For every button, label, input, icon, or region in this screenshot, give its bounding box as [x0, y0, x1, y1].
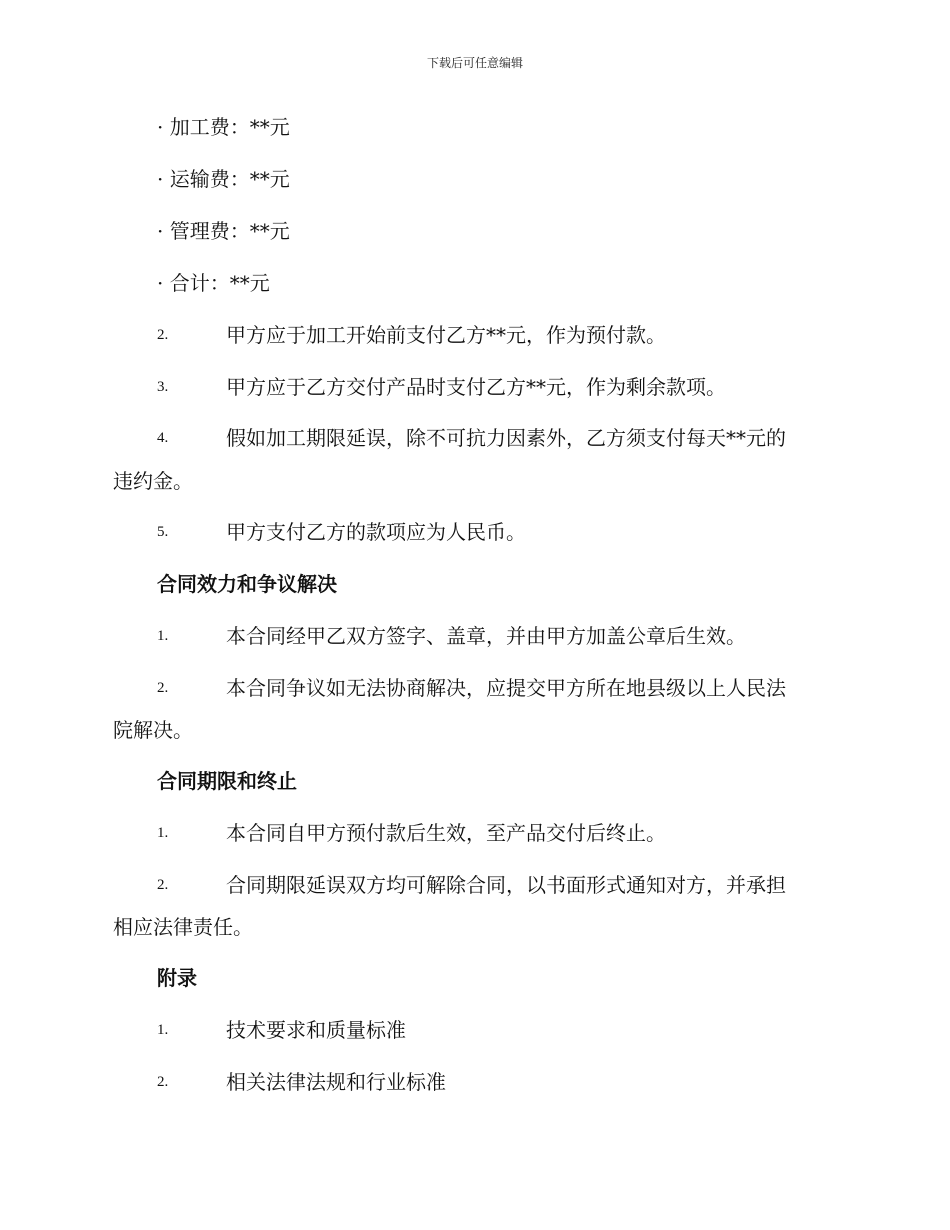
- appendix-2-number: 2.: [157, 1074, 169, 1090]
- section-validity-title: 合同效力和争议解决: [157, 572, 337, 596]
- fee-item-transport: · 运输费：**元: [157, 167, 290, 191]
- payment-5-number: 5.: [157, 524, 169, 540]
- section-appendix-title: 附录: [157, 966, 197, 990]
- payment-2-number: 2.: [157, 327, 169, 343]
- appendix-1-number: 1.: [157, 1022, 169, 1038]
- appendix-2-text: 相关法律法规和行业标准: [226, 1070, 446, 1094]
- payment-2-text: 甲方应于加工开始前支付乙方**元，作为预付款。: [226, 323, 666, 347]
- page-header: 下载后可任意编辑: [426, 56, 523, 70]
- fee-item-management: · 管理费：**元: [157, 219, 290, 243]
- validity-2-number: 2.: [157, 680, 169, 696]
- validity-1-number: 1.: [157, 628, 169, 644]
- payment-3-number: 3.: [157, 379, 169, 395]
- term-2-text: 合同期限延误双方均可解除合同，以书面形式通知对方，并承担: [226, 873, 786, 897]
- fee-item-total: · 合计：**元: [157, 271, 270, 295]
- validity-2-continuation: 院解决。: [113, 718, 193, 742]
- fee-item-processing: · 加工费：**元: [157, 115, 290, 139]
- term-1-number: 1.: [157, 825, 169, 841]
- validity-2-text: 本合同争议如无法协商解决，应提交甲方所在地县级以上人民法: [226, 676, 786, 700]
- payment-4-text: 假如加工期限延误，除不可抗力因素外，乙方须支付每天**元的: [226, 426, 786, 450]
- payment-4-number: 4.: [157, 430, 169, 446]
- term-2-continuation: 相应法律责任。: [113, 915, 253, 939]
- term-1-text: 本合同自甲方预付款后生效，至产品交付后终止。: [226, 821, 666, 845]
- appendix-1-text: 技术要求和质量标准: [226, 1018, 406, 1042]
- section-term-title: 合同期限和终止: [157, 769, 297, 793]
- term-2-number: 2.: [157, 877, 169, 893]
- payment-5-text: 甲方支付乙方的款项应为人民币。: [226, 520, 526, 544]
- payment-4-continuation: 违约金。: [113, 469, 193, 493]
- payment-3-text: 甲方应于乙方交付产品时支付乙方**元，作为剩余款项。: [226, 375, 726, 399]
- validity-1-text: 本合同经甲乙双方签字、盖章，并由甲方加盖公章后生效。: [226, 624, 746, 648]
